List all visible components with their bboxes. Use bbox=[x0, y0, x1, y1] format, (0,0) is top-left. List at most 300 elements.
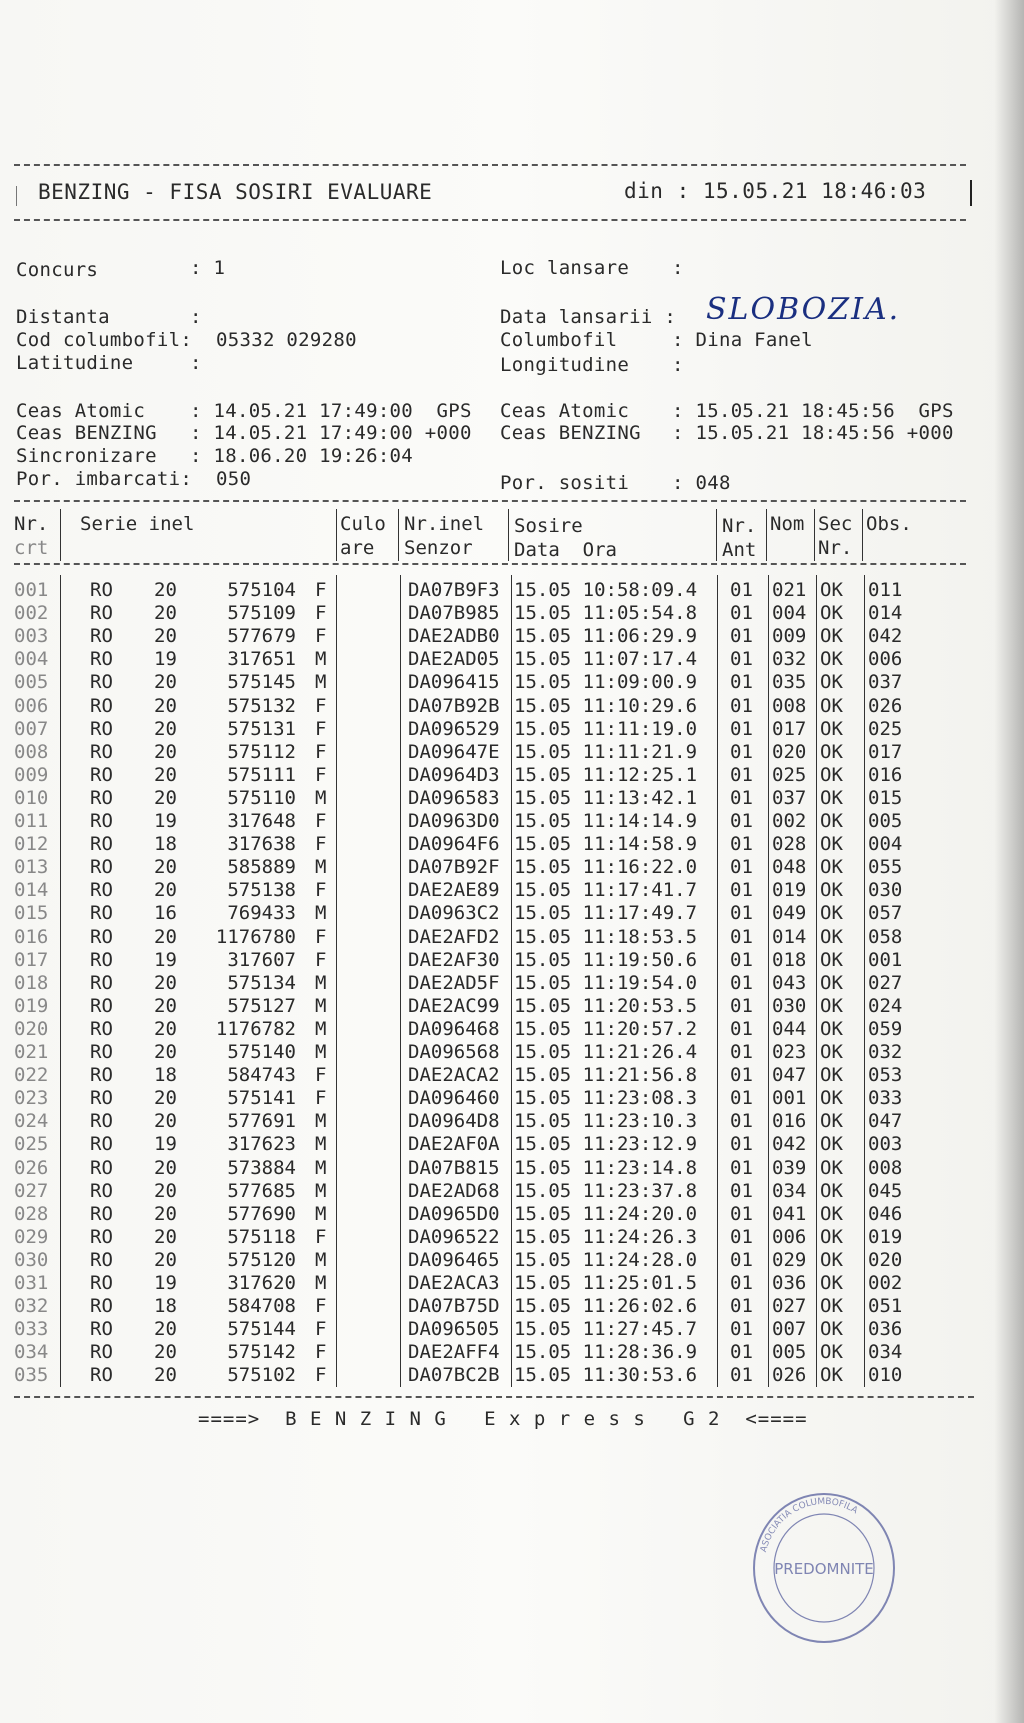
arrival-time: 15.05 11:23:12.9 bbox=[514, 1133, 698, 1156]
antenna-nr: 01 bbox=[730, 1318, 753, 1341]
sector-status: OK bbox=[820, 763, 843, 786]
nominal-nr: 044 bbox=[772, 1017, 807, 1040]
sex: M bbox=[315, 648, 327, 671]
sensor-id: DA07B92F bbox=[408, 856, 500, 879]
table-row bbox=[14, 902, 966, 925]
country-code: RO bbox=[90, 763, 113, 786]
ceas-atomic-value: : 14.05.21 17:49:00 GPS bbox=[190, 400, 472, 422]
sector-status: OK bbox=[820, 1064, 843, 1087]
antenna-nr: 01 bbox=[730, 1087, 753, 1110]
antenna-nr: 01 bbox=[730, 1064, 753, 1087]
header-senzor: Senzor bbox=[404, 537, 473, 559]
sex: F bbox=[315, 625, 327, 648]
ring-year: 19 bbox=[154, 948, 177, 971]
sensor-id: DA0964F6 bbox=[408, 833, 500, 856]
sensor-id: DA096415 bbox=[408, 671, 500, 694]
sector-status: OK bbox=[820, 694, 843, 717]
sex: M bbox=[315, 786, 327, 809]
arrival-time: 15.05 11:21:56.8 bbox=[514, 1064, 698, 1087]
col-sep-3 bbox=[398, 509, 399, 561]
country-code: RO bbox=[90, 625, 113, 648]
table-row bbox=[14, 1133, 966, 1156]
arrival-time: 15.05 11:25:01.5 bbox=[514, 1272, 698, 1294]
longitudine-value: : bbox=[672, 354, 684, 376]
ring-serial: 575144 bbox=[227, 1318, 296, 1341]
sex: M bbox=[315, 1017, 327, 1040]
nominal-nr: 025 bbox=[772, 763, 807, 786]
ring-year: 20 bbox=[154, 879, 177, 902]
row-number: 009 bbox=[14, 763, 49, 786]
nominal-nr: 026 bbox=[772, 1364, 807, 1387]
observation: 019 bbox=[868, 1225, 903, 1248]
ring-year: 20 bbox=[154, 1248, 177, 1271]
nominal-nr: 007 bbox=[772, 1318, 807, 1341]
sincronizare-label: Sincronizare bbox=[16, 445, 157, 467]
country-code: RO bbox=[90, 1295, 113, 1318]
ring-serial: 575145 bbox=[227, 671, 296, 694]
observation: 032 bbox=[868, 1041, 903, 1063]
observation: 010 bbox=[868, 1364, 903, 1387]
observation: 024 bbox=[868, 994, 903, 1017]
country-code: RO bbox=[90, 948, 113, 971]
sensor-id: DAE2AF30 bbox=[408, 948, 500, 971]
sensor-id: DAE2AE89 bbox=[408, 879, 500, 902]
nominal-nr: 049 bbox=[772, 902, 807, 925]
arrival-time: 15.05 11:19:50.6 bbox=[514, 948, 698, 971]
antenna-nr: 01 bbox=[730, 1202, 753, 1225]
antenna-nr: 01 bbox=[730, 1341, 753, 1364]
row-number: 023 bbox=[14, 1087, 49, 1110]
observation: 030 bbox=[868, 879, 903, 902]
row-number: 003 bbox=[14, 625, 49, 648]
ring-serial: 575109 bbox=[227, 602, 296, 625]
sector-status: OK bbox=[820, 671, 843, 694]
ceas-atomic-label: Ceas Atomic bbox=[16, 400, 146, 422]
report-header bbox=[14, 162, 966, 222]
stamp-text: PREDOMNITE bbox=[774, 1560, 874, 1578]
arrival-time: 15.05 11:18:53.5 bbox=[514, 925, 698, 948]
sex: M bbox=[315, 1041, 327, 1063]
ceas-benzing-label: Ceas BENZING bbox=[16, 422, 157, 444]
loc-lansare-label: Loc lansare bbox=[500, 257, 630, 279]
antenna-nr: 01 bbox=[730, 1248, 753, 1271]
country-code: RO bbox=[90, 740, 113, 763]
sector-status: OK bbox=[820, 1156, 843, 1179]
latitudine-value: : bbox=[190, 352, 202, 374]
arrival-time: 15.05 11:19:54.0 bbox=[514, 971, 698, 994]
sex: M bbox=[315, 1110, 327, 1133]
sex: M bbox=[315, 1272, 327, 1294]
table-row bbox=[14, 741, 966, 764]
ring-serial: 317651 bbox=[227, 648, 296, 671]
table-row bbox=[14, 1318, 966, 1341]
antenna-nr: 01 bbox=[730, 856, 753, 879]
antenna-nr: 01 bbox=[730, 717, 753, 740]
table-row bbox=[14, 1110, 966, 1133]
header-nom: Nom bbox=[770, 513, 805, 535]
country-code: RO bbox=[90, 1341, 113, 1364]
row-number: 004 bbox=[14, 648, 49, 671]
sector-status: OK bbox=[820, 1041, 843, 1063]
antenna-nr: 01 bbox=[730, 786, 753, 809]
antenna-nr: 01 bbox=[730, 648, 753, 671]
arrival-time: 15.05 11:06:29.9 bbox=[514, 625, 698, 648]
table-row bbox=[14, 1018, 966, 1041]
header-sec: Sec bbox=[818, 513, 853, 535]
ring-serial: 584743 bbox=[227, 1064, 296, 1087]
ring-serial: 575131 bbox=[227, 717, 296, 740]
nominal-nr: 016 bbox=[772, 1110, 807, 1133]
sector-status: OK bbox=[820, 1341, 843, 1364]
row-number: 019 bbox=[14, 994, 49, 1017]
header-nr-ant: Nr. bbox=[722, 515, 757, 537]
col-sep-5 bbox=[716, 509, 717, 561]
ceas-benzing2-value: : 15.05.21 18:45:56 +000 bbox=[672, 422, 954, 444]
sensor-id: DAE2AC99 bbox=[408, 994, 500, 1017]
country-code: RO bbox=[90, 1318, 113, 1341]
country-code: RO bbox=[90, 1202, 113, 1225]
antenna-nr: 01 bbox=[730, 579, 753, 601]
sector-status: OK bbox=[820, 994, 843, 1017]
sensor-id: DA07BC2B bbox=[408, 1364, 500, 1387]
arrival-time: 15.05 11:24:28.0 bbox=[514, 1248, 698, 1271]
sector-status: OK bbox=[820, 1318, 843, 1341]
ring-year: 20 bbox=[154, 717, 177, 740]
nominal-nr: 020 bbox=[772, 740, 807, 763]
sector-status: OK bbox=[820, 1133, 843, 1156]
country-code: RO bbox=[90, 1064, 113, 1087]
sensor-id: DA096583 bbox=[408, 786, 500, 809]
ring-year: 20 bbox=[154, 1087, 177, 1110]
ring-year: 19 bbox=[154, 648, 177, 671]
sex: M bbox=[315, 1179, 327, 1202]
country-code: RO bbox=[90, 602, 113, 625]
row-number: 016 bbox=[14, 925, 49, 948]
antenna-nr: 01 bbox=[730, 925, 753, 948]
sector-status: OK bbox=[820, 925, 843, 948]
table-row bbox=[14, 718, 966, 741]
sensor-id: DAE2ADB0 bbox=[408, 625, 500, 648]
row-number: 026 bbox=[14, 1156, 49, 1179]
table-row bbox=[14, 787, 966, 810]
sensor-id: DA096468 bbox=[408, 1017, 500, 1040]
row-number: 031 bbox=[14, 1272, 49, 1294]
ring-year: 20 bbox=[154, 602, 177, 625]
ring-year: 20 bbox=[154, 671, 177, 694]
ring-year: 20 bbox=[154, 856, 177, 879]
ring-serial: 1176780 bbox=[215, 925, 296, 948]
antenna-nr: 01 bbox=[730, 1295, 753, 1318]
ring-year: 18 bbox=[154, 1064, 177, 1087]
sensor-id: DAE2AFF4 bbox=[408, 1341, 500, 1364]
concurs-value: : 1 bbox=[190, 257, 226, 279]
table-row bbox=[14, 1226, 966, 1249]
country-code: RO bbox=[90, 971, 113, 994]
antenna-nr: 01 bbox=[730, 879, 753, 902]
nominal-nr: 014 bbox=[772, 925, 807, 948]
country-code: RO bbox=[90, 579, 113, 601]
observation: 047 bbox=[868, 1110, 903, 1133]
table-header-divider bbox=[14, 563, 966, 565]
sensor-id: DA0963D0 bbox=[408, 810, 500, 832]
antenna-nr: 01 bbox=[730, 1110, 753, 1133]
table-row bbox=[14, 926, 966, 949]
row-number: 011 bbox=[14, 810, 49, 832]
ring-serial: 575134 bbox=[227, 971, 296, 994]
nominal-nr: 019 bbox=[772, 879, 807, 902]
arrival-time: 15.05 11:10:29.6 bbox=[514, 694, 698, 717]
antenna-nr: 01 bbox=[730, 625, 753, 648]
ring-year: 20 bbox=[154, 1156, 177, 1179]
ceas-benzing2-label: Ceas BENZING bbox=[500, 422, 641, 444]
row-number: 012 bbox=[14, 833, 49, 856]
sector-status: OK bbox=[820, 740, 843, 763]
sensor-id: DA096522 bbox=[408, 1225, 500, 1248]
row-number: 029 bbox=[14, 1225, 49, 1248]
sex: M bbox=[315, 1248, 327, 1271]
columbofil-value: : Dina Fanel bbox=[672, 329, 813, 351]
report-date-label: din : bbox=[624, 179, 690, 203]
country-code: RO bbox=[90, 1156, 113, 1179]
sector-status: OK bbox=[820, 1179, 843, 1202]
antenna-nr: 01 bbox=[730, 740, 753, 763]
table-row bbox=[14, 764, 966, 787]
sensor-id: DAE2AF0A bbox=[408, 1133, 500, 1156]
sensor-id: DAE2AFD2 bbox=[408, 925, 500, 948]
observation: 046 bbox=[868, 1202, 903, 1225]
columbofil-label: Columbofil bbox=[500, 329, 618, 351]
ring-year: 19 bbox=[154, 1272, 177, 1294]
table-row bbox=[14, 1180, 966, 1203]
header-bottom-border bbox=[14, 219, 966, 221]
ring-year: 20 bbox=[154, 740, 177, 763]
observation: 034 bbox=[868, 1341, 903, 1364]
table-row bbox=[14, 579, 966, 602]
report-title: BENZING - FISA SOSIRI EVALUARE bbox=[38, 180, 433, 204]
sector-status: OK bbox=[820, 1248, 843, 1271]
sex: M bbox=[315, 1202, 327, 1225]
header-right-bar bbox=[970, 180, 972, 206]
sex: F bbox=[315, 1064, 327, 1087]
arrival-time: 15.05 11:17:49.7 bbox=[514, 902, 698, 925]
nominal-nr: 030 bbox=[772, 994, 807, 1017]
table-row bbox=[14, 695, 966, 718]
country-code: RO bbox=[90, 856, 113, 879]
row-number: 034 bbox=[14, 1341, 49, 1364]
table-row bbox=[14, 1249, 966, 1272]
country-code: RO bbox=[90, 833, 113, 856]
ring-serial: 317623 bbox=[227, 1133, 296, 1156]
table-row bbox=[14, 1295, 966, 1318]
observation: 002 bbox=[868, 1272, 903, 1294]
sector-status: OK bbox=[820, 971, 843, 994]
ring-serial: 585889 bbox=[227, 856, 296, 879]
country-code: RO bbox=[90, 1272, 113, 1294]
ring-serial: 575104 bbox=[227, 579, 296, 601]
sensor-id: DA0963C2 bbox=[408, 902, 500, 925]
ring-year: 18 bbox=[154, 833, 177, 856]
arrival-time: 15.05 11:20:53.5 bbox=[514, 994, 698, 1017]
row-number: 015 bbox=[14, 902, 49, 925]
sex: F bbox=[315, 948, 327, 971]
antenna-nr: 01 bbox=[730, 994, 753, 1017]
sensor-id: DA0964D3 bbox=[408, 763, 500, 786]
country-code: RO bbox=[90, 1041, 113, 1063]
ceas-atomic2-value: : 15.05.21 18:45:56 GPS bbox=[672, 400, 954, 422]
sex: M bbox=[315, 1156, 327, 1179]
header-culo: Culo bbox=[340, 513, 386, 535]
sex: F bbox=[315, 602, 327, 625]
arrival-time: 15.05 11:11:19.0 bbox=[514, 717, 698, 740]
country-code: RO bbox=[90, 717, 113, 740]
antenna-nr: 01 bbox=[730, 763, 753, 786]
ring-year: 20 bbox=[154, 1225, 177, 1248]
ring-year: 20 bbox=[154, 1318, 177, 1341]
ring-serial: 317638 bbox=[227, 833, 296, 856]
observation: 016 bbox=[868, 763, 903, 786]
nominal-nr: 047 bbox=[772, 1064, 807, 1087]
sex: F bbox=[315, 1295, 327, 1318]
ring-serial: 575132 bbox=[227, 694, 296, 717]
observation: 005 bbox=[868, 810, 903, 832]
latitudine-label: Latitudine bbox=[16, 352, 134, 374]
header-sosire: Sosire bbox=[514, 515, 583, 537]
arrival-time: 15.05 10:58:09.4 bbox=[514, 579, 698, 601]
ring-serial: 577679 bbox=[227, 625, 296, 648]
country-code: RO bbox=[90, 1087, 113, 1110]
arrival-time: 15.05 11:14:14.9 bbox=[514, 810, 698, 832]
row-number: 032 bbox=[14, 1295, 49, 1318]
ceas-benzing-value: : 14.05.21 17:49:00 +000 bbox=[190, 422, 472, 444]
table-row bbox=[14, 1341, 966, 1364]
table-row bbox=[14, 995, 966, 1018]
table-row bbox=[14, 833, 966, 856]
table-row bbox=[14, 648, 966, 671]
nominal-nr: 043 bbox=[772, 971, 807, 994]
official-stamp-icon bbox=[748, 1488, 900, 1648]
sector-status: OK bbox=[820, 1364, 843, 1387]
ring-serial: 317620 bbox=[227, 1272, 296, 1294]
arrival-time: 15.05 11:27:45.7 bbox=[514, 1318, 698, 1341]
antenna-nr: 01 bbox=[730, 1179, 753, 1202]
ring-year: 20 bbox=[154, 1341, 177, 1364]
table-row bbox=[14, 1064, 966, 1087]
observation: 020 bbox=[868, 1248, 903, 1271]
sensor-id: DA096460 bbox=[408, 1087, 500, 1110]
antenna-nr: 01 bbox=[730, 1225, 753, 1248]
ring-serial: 575142 bbox=[227, 1341, 296, 1364]
row-number: 020 bbox=[14, 1017, 49, 1040]
table-row bbox=[14, 879, 966, 902]
sex: F bbox=[315, 1087, 327, 1110]
sensor-id: DA07B92B bbox=[408, 694, 500, 717]
observation: 053 bbox=[868, 1064, 903, 1087]
sector-status: OK bbox=[820, 648, 843, 671]
page-edge-shadow bbox=[994, 0, 1024, 1723]
ring-year: 20 bbox=[154, 1041, 177, 1063]
arrival-time: 15.05 11:21:26.4 bbox=[514, 1041, 698, 1063]
nominal-nr: 005 bbox=[772, 1341, 807, 1364]
observation: 055 bbox=[868, 856, 903, 879]
arrival-time: 15.05 11:07:17.4 bbox=[514, 648, 698, 671]
nominal-nr: 004 bbox=[772, 602, 807, 625]
arrival-time: 15.05 11:23:08.3 bbox=[514, 1087, 698, 1110]
sector-status: OK bbox=[820, 879, 843, 902]
sex: F bbox=[315, 694, 327, 717]
ceas-atomic2-label: Ceas Atomic bbox=[500, 400, 630, 422]
nominal-nr: 009 bbox=[772, 625, 807, 648]
row-number: 006 bbox=[14, 694, 49, 717]
row-number: 021 bbox=[14, 1041, 49, 1063]
observation: 014 bbox=[868, 602, 903, 625]
country-code: RO bbox=[90, 648, 113, 671]
sensor-id: DAE2ACA3 bbox=[408, 1272, 500, 1294]
observation: 011 bbox=[868, 579, 903, 601]
nominal-nr: 021 bbox=[772, 579, 807, 601]
row-number: 028 bbox=[14, 1202, 49, 1225]
distanta-label: Distanta bbox=[16, 306, 110, 328]
antenna-nr: 01 bbox=[730, 1133, 753, 1156]
ring-serial: 575118 bbox=[227, 1225, 296, 1248]
sector-status: OK bbox=[820, 717, 843, 740]
sex: F bbox=[315, 833, 327, 856]
sector-status: OK bbox=[820, 902, 843, 925]
observation: 001 bbox=[868, 948, 903, 971]
sector-status: OK bbox=[820, 1272, 843, 1294]
header-left-bar bbox=[16, 186, 17, 206]
row-number: 025 bbox=[14, 1133, 49, 1156]
ring-serial: 575141 bbox=[227, 1087, 296, 1110]
nominal-nr: 023 bbox=[772, 1041, 807, 1063]
antenna-nr: 01 bbox=[730, 1156, 753, 1179]
header-data-ora: Data Ora bbox=[514, 539, 617, 561]
ring-serial: 577691 bbox=[227, 1110, 296, 1133]
imbarcati-label: Por. imbarcati: bbox=[16, 468, 193, 490]
sensor-id: DA096465 bbox=[408, 1248, 500, 1271]
sector-status: OK bbox=[820, 1202, 843, 1225]
table-row bbox=[14, 1087, 966, 1110]
sex: M bbox=[315, 994, 327, 1017]
antenna-nr: 01 bbox=[730, 948, 753, 971]
arrival-time: 15.05 11:17:41.7 bbox=[514, 879, 698, 902]
observation: 037 bbox=[868, 671, 903, 694]
table-row bbox=[14, 1203, 966, 1226]
ring-serial: 573884 bbox=[227, 1156, 296, 1179]
sex: F bbox=[315, 879, 327, 902]
table-row bbox=[14, 810, 966, 833]
antenna-nr: 01 bbox=[730, 602, 753, 625]
row-number: 022 bbox=[14, 1064, 49, 1087]
sensor-id: DAE2AD5F bbox=[408, 971, 500, 994]
sex: M bbox=[315, 856, 327, 879]
ring-serial: 575127 bbox=[227, 994, 296, 1017]
nominal-nr: 002 bbox=[772, 810, 807, 832]
sector-status: OK bbox=[820, 625, 843, 648]
row-number: 033 bbox=[14, 1318, 49, 1341]
sex: M bbox=[315, 671, 327, 694]
ring-year: 20 bbox=[154, 694, 177, 717]
antenna-nr: 01 bbox=[730, 810, 753, 832]
row-number: 035 bbox=[14, 1364, 49, 1387]
antenna-nr: 01 bbox=[730, 1041, 753, 1063]
observation: 036 bbox=[868, 1318, 903, 1341]
observation: 058 bbox=[868, 925, 903, 948]
observation: 004 bbox=[868, 833, 903, 856]
ring-serial: 317607 bbox=[227, 948, 296, 971]
sex: M bbox=[315, 1133, 327, 1156]
sensor-id: DA07B9F3 bbox=[408, 579, 500, 601]
sex: F bbox=[315, 740, 327, 763]
